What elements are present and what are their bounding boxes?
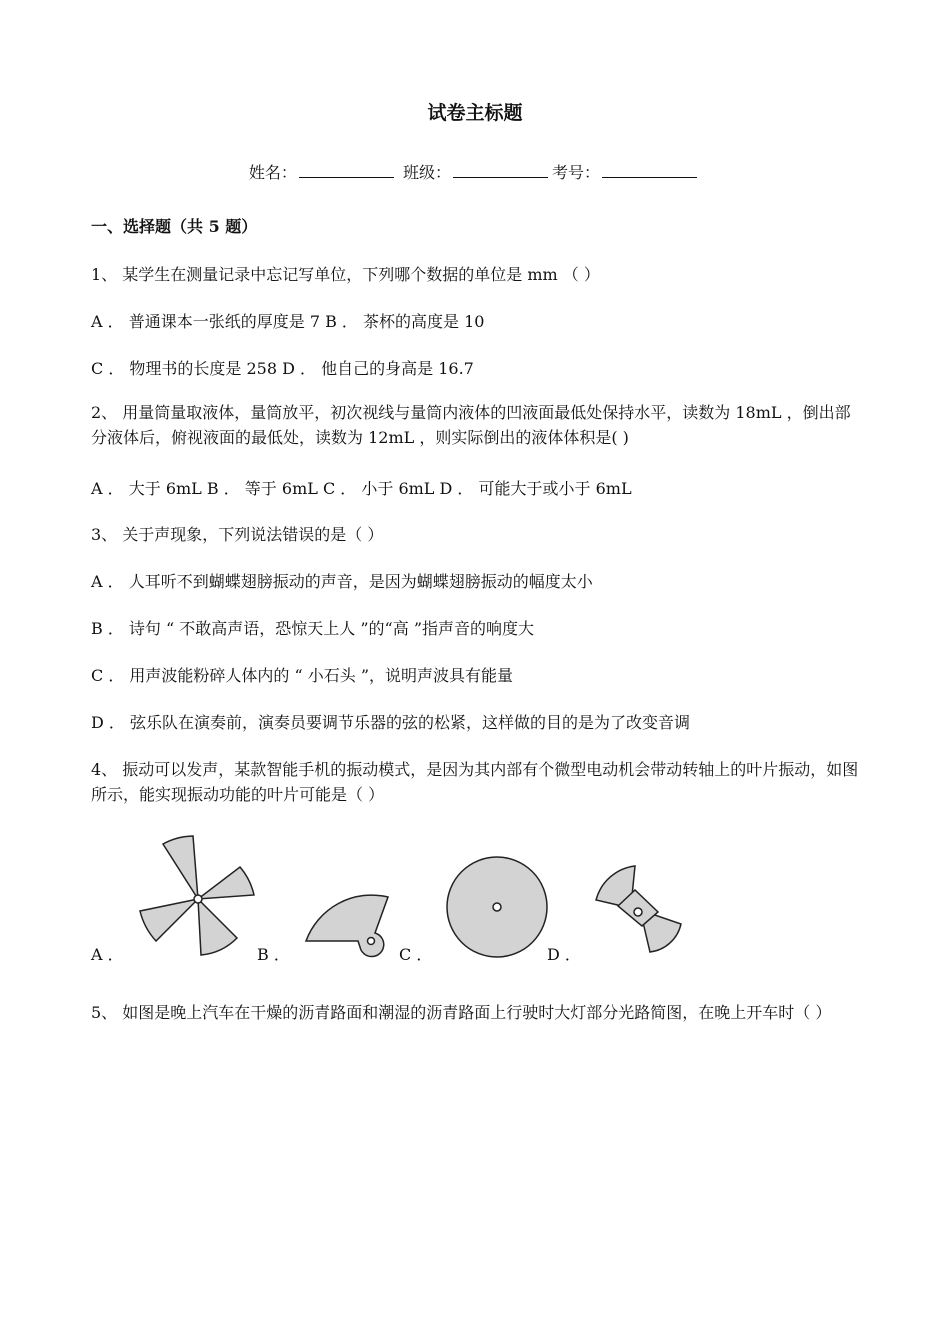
question-1-option-row-2: C ． 物理书的长度是 258 D ． 他自己的身高是 16.7 <box>91 359 474 378</box>
blade-figure-d <box>590 860 685 960</box>
name-label: 姓名： <box>248 163 297 182</box>
question-2-options: A ． 大于 6mL B ． 等于 6mL C ． 小于 6mL D ． 可能大于或小于 6mL <box>91 479 632 498</box>
figure-label-c: C ． <box>399 945 433 964</box>
question-3-option-a: A ． 人耳听不到蝴蝶翅膀振动的声音，是因为蝴蝶翅膀振动的幅度太小 <box>91 572 593 591</box>
question-3-option-c: C ． 用声波能粉碎人体内的 “ 小石头 ”，说明声波具有能量 <box>91 666 514 685</box>
question-3-stem: 3、 关于声现象，下列说法错误的是（ ） <box>91 525 384 544</box>
question-1-stem: 1、 某学生在测量记录中忘记写单位，下列哪个数据的单位是 mm （ ） <box>91 265 600 284</box>
id-blank <box>602 163 697 178</box>
id-label: 考号： <box>552 163 601 182</box>
question-5-stem: 5、 如图是晚上汽车在干燥的沥青路面和潮湿的沥青路面上行驶时大灯部分光路简图，在晚上开车时（ ） <box>91 1003 832 1022</box>
blade-figure-a <box>130 835 265 960</box>
class-blank <box>453 163 548 178</box>
question-3-option-b: B ． 诗句 “ 不敢高声语，恐惊天上人 ”的“高 ”指声音的响度大 <box>91 619 534 638</box>
figure-label-d: D ． <box>547 945 581 964</box>
blade-figure-b <box>300 875 400 960</box>
question-4-stem: 4、 振动可以发声，某款智能手机的振动模式，是因为其内部有个微型电动机会带动转轴上的叶片振动，如图所示，能实现振动功能的叶片可能是（ ） <box>91 760 859 804</box>
blade-figure-c <box>445 855 550 960</box>
question-3-option-d: D ． 弦乐队在演奏前，演奏员要调节乐器的弦的松紧，这样做的目的是为了改变音调 <box>91 713 691 732</box>
question-2-stem: 2、 用量筒量取液体，量筒放平，初次视线与量筒内液体的凹液面最低处保持水平，读数为 18mL ，倒出部分液体后，俯视液面的最低处，读数为 12mL ，则实际倒出的液体体积是( ) <box>91 403 851 447</box>
page-title: 试卷主标题 <box>427 102 523 124</box>
section-title: 一、选择题（共 5 题） <box>91 217 258 236</box>
name-blank <box>299 163 394 178</box>
figure-label-b: B ． <box>257 945 290 964</box>
student-info <box>0 160 950 183</box>
figure-label-a: A ． <box>91 945 124 964</box>
question-1-option-row-1: A ． 普通课本一张纸的厚度是 7 B ． 茶杯的高度是 10 <box>91 312 485 331</box>
class-label: 班级： <box>403 163 452 182</box>
